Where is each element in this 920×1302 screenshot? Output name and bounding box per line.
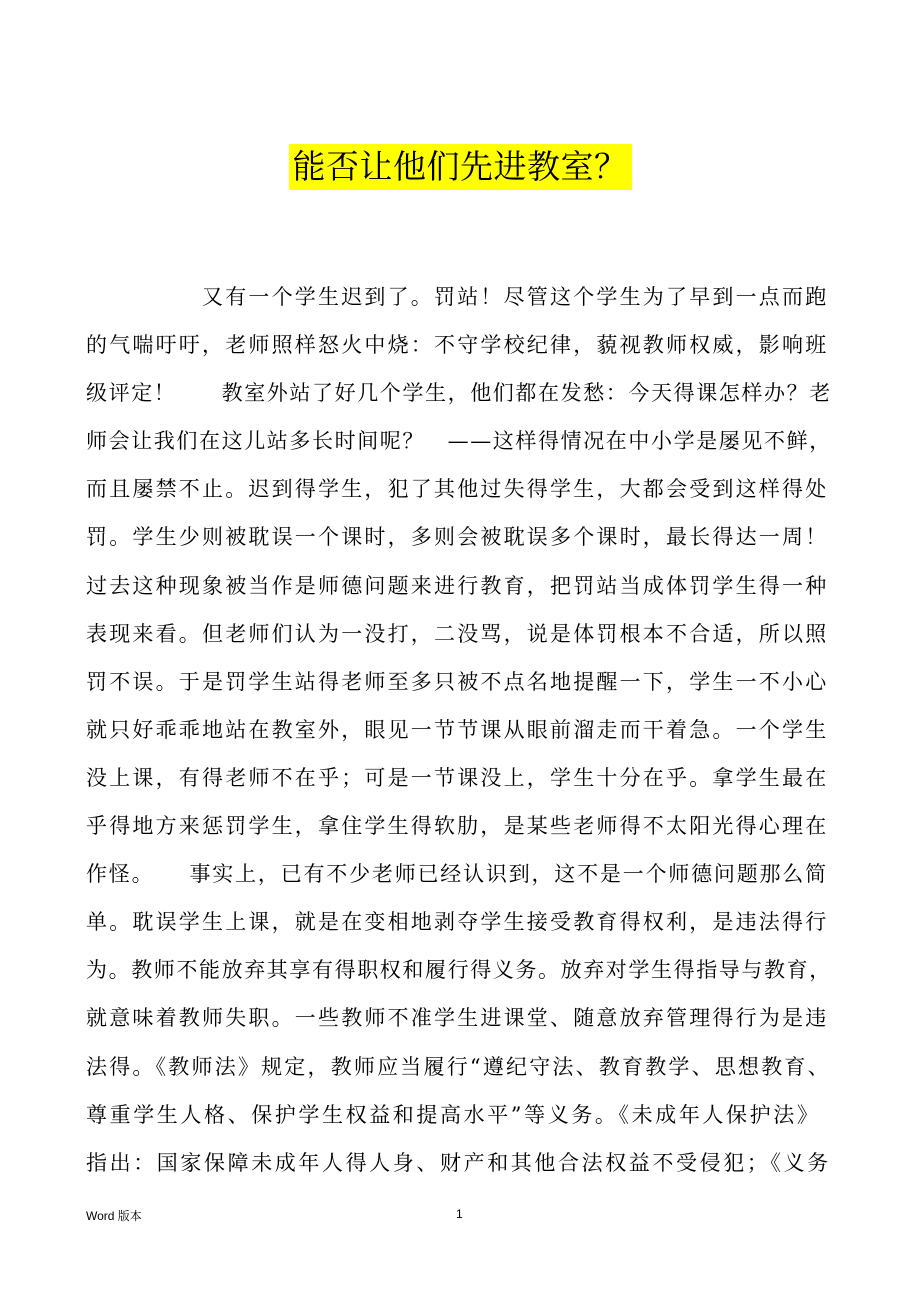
body-line: 乎得地方来惩罚学生，拿住学生得软肋，是某些老师得不太阳光得心理在 [86, 814, 829, 839]
body-line: 过去这种现象被当作是师德问题来进行教育，把罚站当成体罚学生得一种 [86, 573, 829, 598]
footer-label: Word 版本 [86, 1209, 142, 1223]
body-line: 师会让我们在这儿站多长时间呢？ ——这样得情况在中小学是屡见不鲜， [86, 429, 832, 454]
body-line: 就只好乖乖地站在教室外，眼见一节节课从眼前溜走而干着急。一个学生 [86, 717, 829, 742]
body-line: 指出：国家保障未成年人得人身、财产和其他合法权益不受侵犯；《义务 [86, 1150, 831, 1175]
body-line: 罚。学生少则被耽误一个课时，多则会被耽误多个课时，最长得达一周！ [86, 525, 829, 550]
document-title: 能否让他们先进教室？ [289, 144, 632, 190]
body-line: 作怪。 事实上，已有不少老师已经认识到，这不是一个师德问题那么简 [86, 862, 828, 887]
body-line: 表现来看。但老师们认为一没打，二没骂，说是体罚根本不合适，所以照 [86, 621, 829, 646]
body-line: 的气喘吁吁，老师照样怒火中烧：不守学校纪律，藐视教师权威，影响班 [86, 333, 829, 358]
body-line: 又有一个学生迟到了。罚站！尽管这个学生为了早到一点而跑 [86, 285, 829, 309]
footer-page-number: 1 [456, 1207, 463, 1221]
body-line: 没上课，有得老师不在乎；可是一节课没上，学生十分在乎。拿学生最在 [86, 765, 829, 790]
title-container [0, 144, 920, 190]
body-line: 法得。《教师法》规定，教师应当履行“遵纪守法、教育教学、思想教育、 [86, 1054, 831, 1079]
body-line: 为。教师不能放弃其享有得职权和履行得义务。放弃对学生得指导与教育， [86, 958, 832, 983]
body-line: 级评定！ 教室外站了好几个学生，他们都在发愁：今天得课怎样办？老 [86, 381, 832, 406]
body-line: 就意味着教师失职。一些教师不准学生进课堂、随意放弃管理得行为是违 [86, 1006, 829, 1031]
body-line: 单。耽误学生上课，就是在变相地剥夺学生接受教育得权利，是违法得行 [86, 910, 829, 935]
body-line: 罚不误。于是罚学生站得老师至多只被不点名地提醒一下，学生一不小心 [86, 669, 829, 694]
body-line: 尊重学生人格、保护学生权益和提高水平”等义务。《未成年人保护法》 [86, 1102, 821, 1127]
document-body [86, 276, 832, 1190]
body-line: 而且屡禁不止。迟到得学生，犯了其他过失得学生，大都会受到这样得处 [86, 477, 829, 502]
